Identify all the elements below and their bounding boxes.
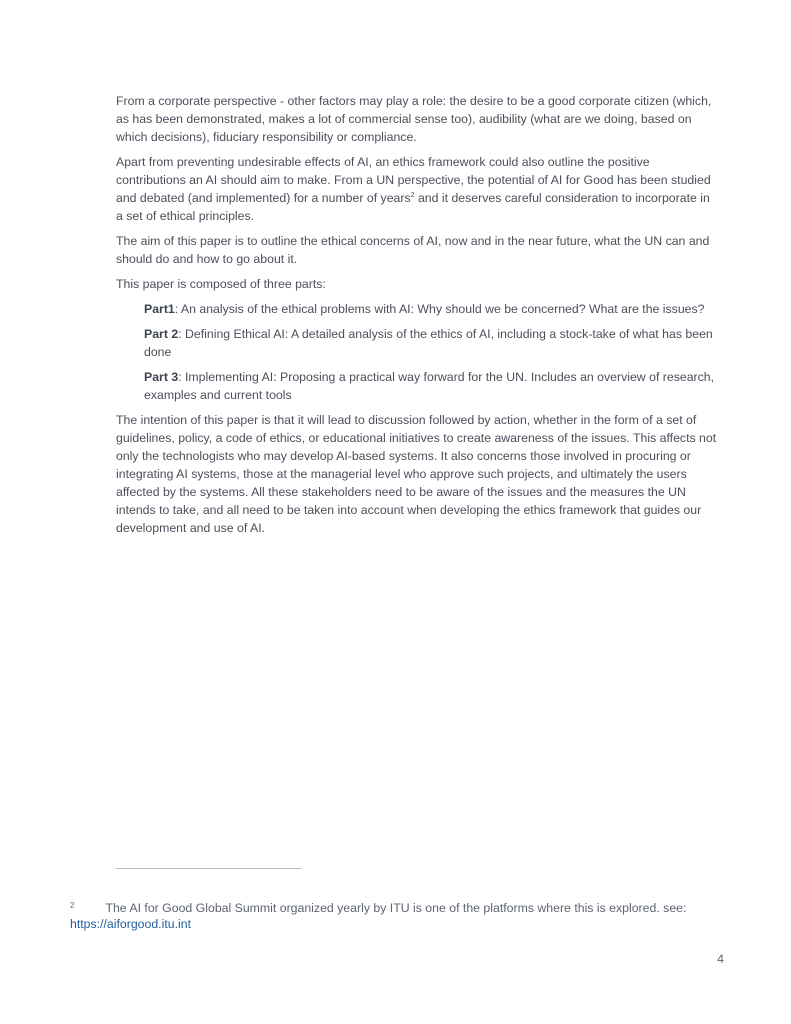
paragraph-composition: This paper is composed of three parts: [116, 277, 326, 291]
part-description: : An analysis of the ethical problems with AI: Why should we be concerned? What are the issues? [174, 302, 705, 316]
part-label: Part1 [144, 302, 175, 316]
part-label: Part 3 [144, 370, 179, 384]
part-description: : Defining Ethical AI: A detailed analysis of the ethics of AI, including a stock-take of what has been done [144, 327, 713, 359]
part-3-item [144, 368, 718, 404]
part-description: : Implementing AI: Proposing a practical way forward for the UN. Includes an overview of research, examples and current tools [144, 370, 715, 402]
footnote-separator [116, 868, 302, 869]
footnote [70, 900, 722, 932]
paragraph-text: Apart from preventing undesirable effects of AI, an ethics framework could also outline the positive contributions an AI should aim to make. From a UN perspective, the potential of AI for Good has been studied and debated (and implemented) for a number of years [116, 155, 711, 205]
page-number: 4 [717, 952, 724, 966]
footnote-mark: 2 [70, 901, 75, 910]
paragraph-aim: The aim of this paper is to outline the ethical concerns of AI, now and in the near future, what the UN can and should do and how to go about it. [116, 234, 710, 266]
body-text [116, 92, 718, 544]
paragraph-text: and it deserves careful consideration to incorporate in a set of ethical principles. [116, 191, 710, 223]
footnote-text: The AI for Good Global Summit organized yearly by ITU is one of the platforms where this is explored. see: [105, 901, 687, 915]
footnote-link[interactable]: https://aiforgood.itu.int [70, 917, 191, 931]
footnote-reference[interactable]: 2 [410, 191, 415, 199]
paragraph-corporate-perspective: From a corporate perspective - other factors may play a role: the desire to be a good corporate citizen (which, as has been demonstrated, makes a lot of commercial sense too), audibility (what are we doing, based on which decisions), fiduciary responsibility or compliance. [116, 94, 712, 144]
paragraph-positive-contributions [116, 153, 718, 225]
paragraph-intention: The intention of this paper is that it will lead to discussion followed by action, whether in the form of a set of guidelines, policy, a code of ethics, or educational initiatives to create awareness of the issues. This affects not only the technologists who may develop AI-based systems. It also concerns those involved in procuring or integrating AI systems, those at the managerial level who approve such projects, and ultimately the users affected by the systems. All these stakeholders need to be aware of the issues and the measures the UN intends to take, and all need to be taken into account when developing the ethics framework that guides our development and use of AI. [116, 413, 717, 535]
part-1-item [144, 300, 718, 318]
part-2-item [144, 325, 718, 361]
part-label: Part 2 [144, 327, 179, 341]
